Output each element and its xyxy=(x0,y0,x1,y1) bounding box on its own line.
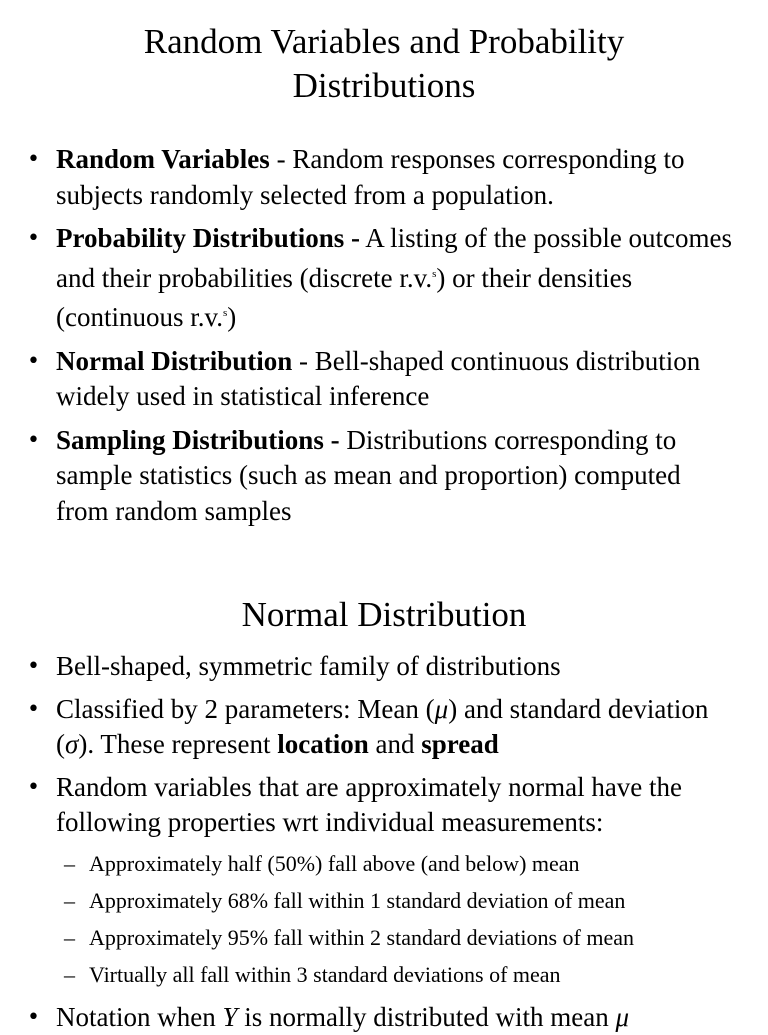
list-item xyxy=(0,142,768,213)
definition: Bell-shaped continuous distribution widely used in statistical inference xyxy=(56,346,700,412)
definition: Distributions corresponding to sample statistics (such as mean and proportion) computed from random samples xyxy=(56,425,681,526)
sigma-symbol: σ xyxy=(65,729,78,759)
superscript: s xyxy=(432,268,436,280)
location-term: location xyxy=(277,729,369,759)
list-item xyxy=(0,649,768,685)
bullet-marker: • xyxy=(27,649,40,685)
sub-item-text: Approximately 68% fall within 1 standard deviation of mean xyxy=(89,888,625,913)
sub-list-item xyxy=(56,919,738,956)
dash-marker: – xyxy=(64,919,75,956)
y-symbol: Y xyxy=(222,1002,237,1032)
list-item xyxy=(0,344,768,415)
title-line-2: Distributions xyxy=(293,66,476,105)
spread-term: spread xyxy=(421,729,499,759)
definition: Random responses corresponding to subjects randomly selected from a population. xyxy=(56,144,685,210)
separator: - xyxy=(292,346,315,376)
mu-symbol: μ xyxy=(615,1002,629,1032)
definition-part: ) xyxy=(227,302,236,332)
item-text: Bell-shaped, symmetric family of distributions xyxy=(56,651,561,681)
bullet-marker: • xyxy=(27,692,40,728)
item-text: ) and standard deviation ( xyxy=(56,694,708,760)
bullet-marker: • xyxy=(27,1000,40,1035)
sub-list xyxy=(56,845,738,993)
slide-title xyxy=(0,0,768,108)
bullet-list xyxy=(0,142,768,529)
list-item xyxy=(0,221,768,336)
bullet-marker: • xyxy=(27,221,40,257)
item-text: Notation when xyxy=(56,1002,222,1032)
term: Random Variables xyxy=(56,144,270,174)
superscript: s xyxy=(223,307,227,319)
item-text: and xyxy=(369,729,421,759)
item-text: is normally distributed with mean xyxy=(238,1002,616,1032)
bullet-marker: • xyxy=(27,770,40,806)
sub-item-text: Approximately 95% fall within 2 standard deviations of mean xyxy=(89,925,634,950)
term: Probability Distributions - xyxy=(56,223,360,253)
item-text: Classified by 2 parameters: Mean ( xyxy=(56,694,435,724)
list-item xyxy=(0,770,768,993)
bullet-marker: • xyxy=(27,344,40,380)
bullet-marker: • xyxy=(27,423,40,459)
sub-list-item xyxy=(56,845,738,882)
dash-marker: – xyxy=(64,882,75,919)
sub-item-text: Approximately half (50%) fall above (and below) mean xyxy=(89,851,580,876)
slide-normal-distribution xyxy=(0,560,768,1024)
title-line-1: Random Variables and Probability xyxy=(144,22,625,61)
sub-item-text: Virtually all fall within 3 standard deviations of mean xyxy=(89,962,561,987)
bullet-marker: • xyxy=(27,142,40,178)
bullet-list xyxy=(0,649,768,1035)
mu-symbol: μ xyxy=(435,694,449,724)
definition-part: A listing of the possible outcomes and their probabilities (discrete r.v. xyxy=(56,223,732,293)
term: Sampling Distributions - xyxy=(56,425,340,455)
list-item xyxy=(0,423,768,530)
definition-part: ) or their densities (continuous r.v. xyxy=(56,263,632,333)
list-item xyxy=(0,692,768,763)
slide-title: Normal Distribution xyxy=(0,560,768,637)
sub-list-item xyxy=(56,882,738,919)
item-text: Random variables that are approximately normal have the following properties wrt individual measurements: xyxy=(56,772,682,838)
list-item xyxy=(0,1000,768,1035)
term: Normal Distribution xyxy=(56,346,292,376)
separator: - xyxy=(270,144,293,174)
item-text: ). These represent xyxy=(78,729,277,759)
sub-list-item xyxy=(56,956,738,993)
dash-marker: – xyxy=(64,845,75,882)
dash-marker: – xyxy=(64,956,75,993)
